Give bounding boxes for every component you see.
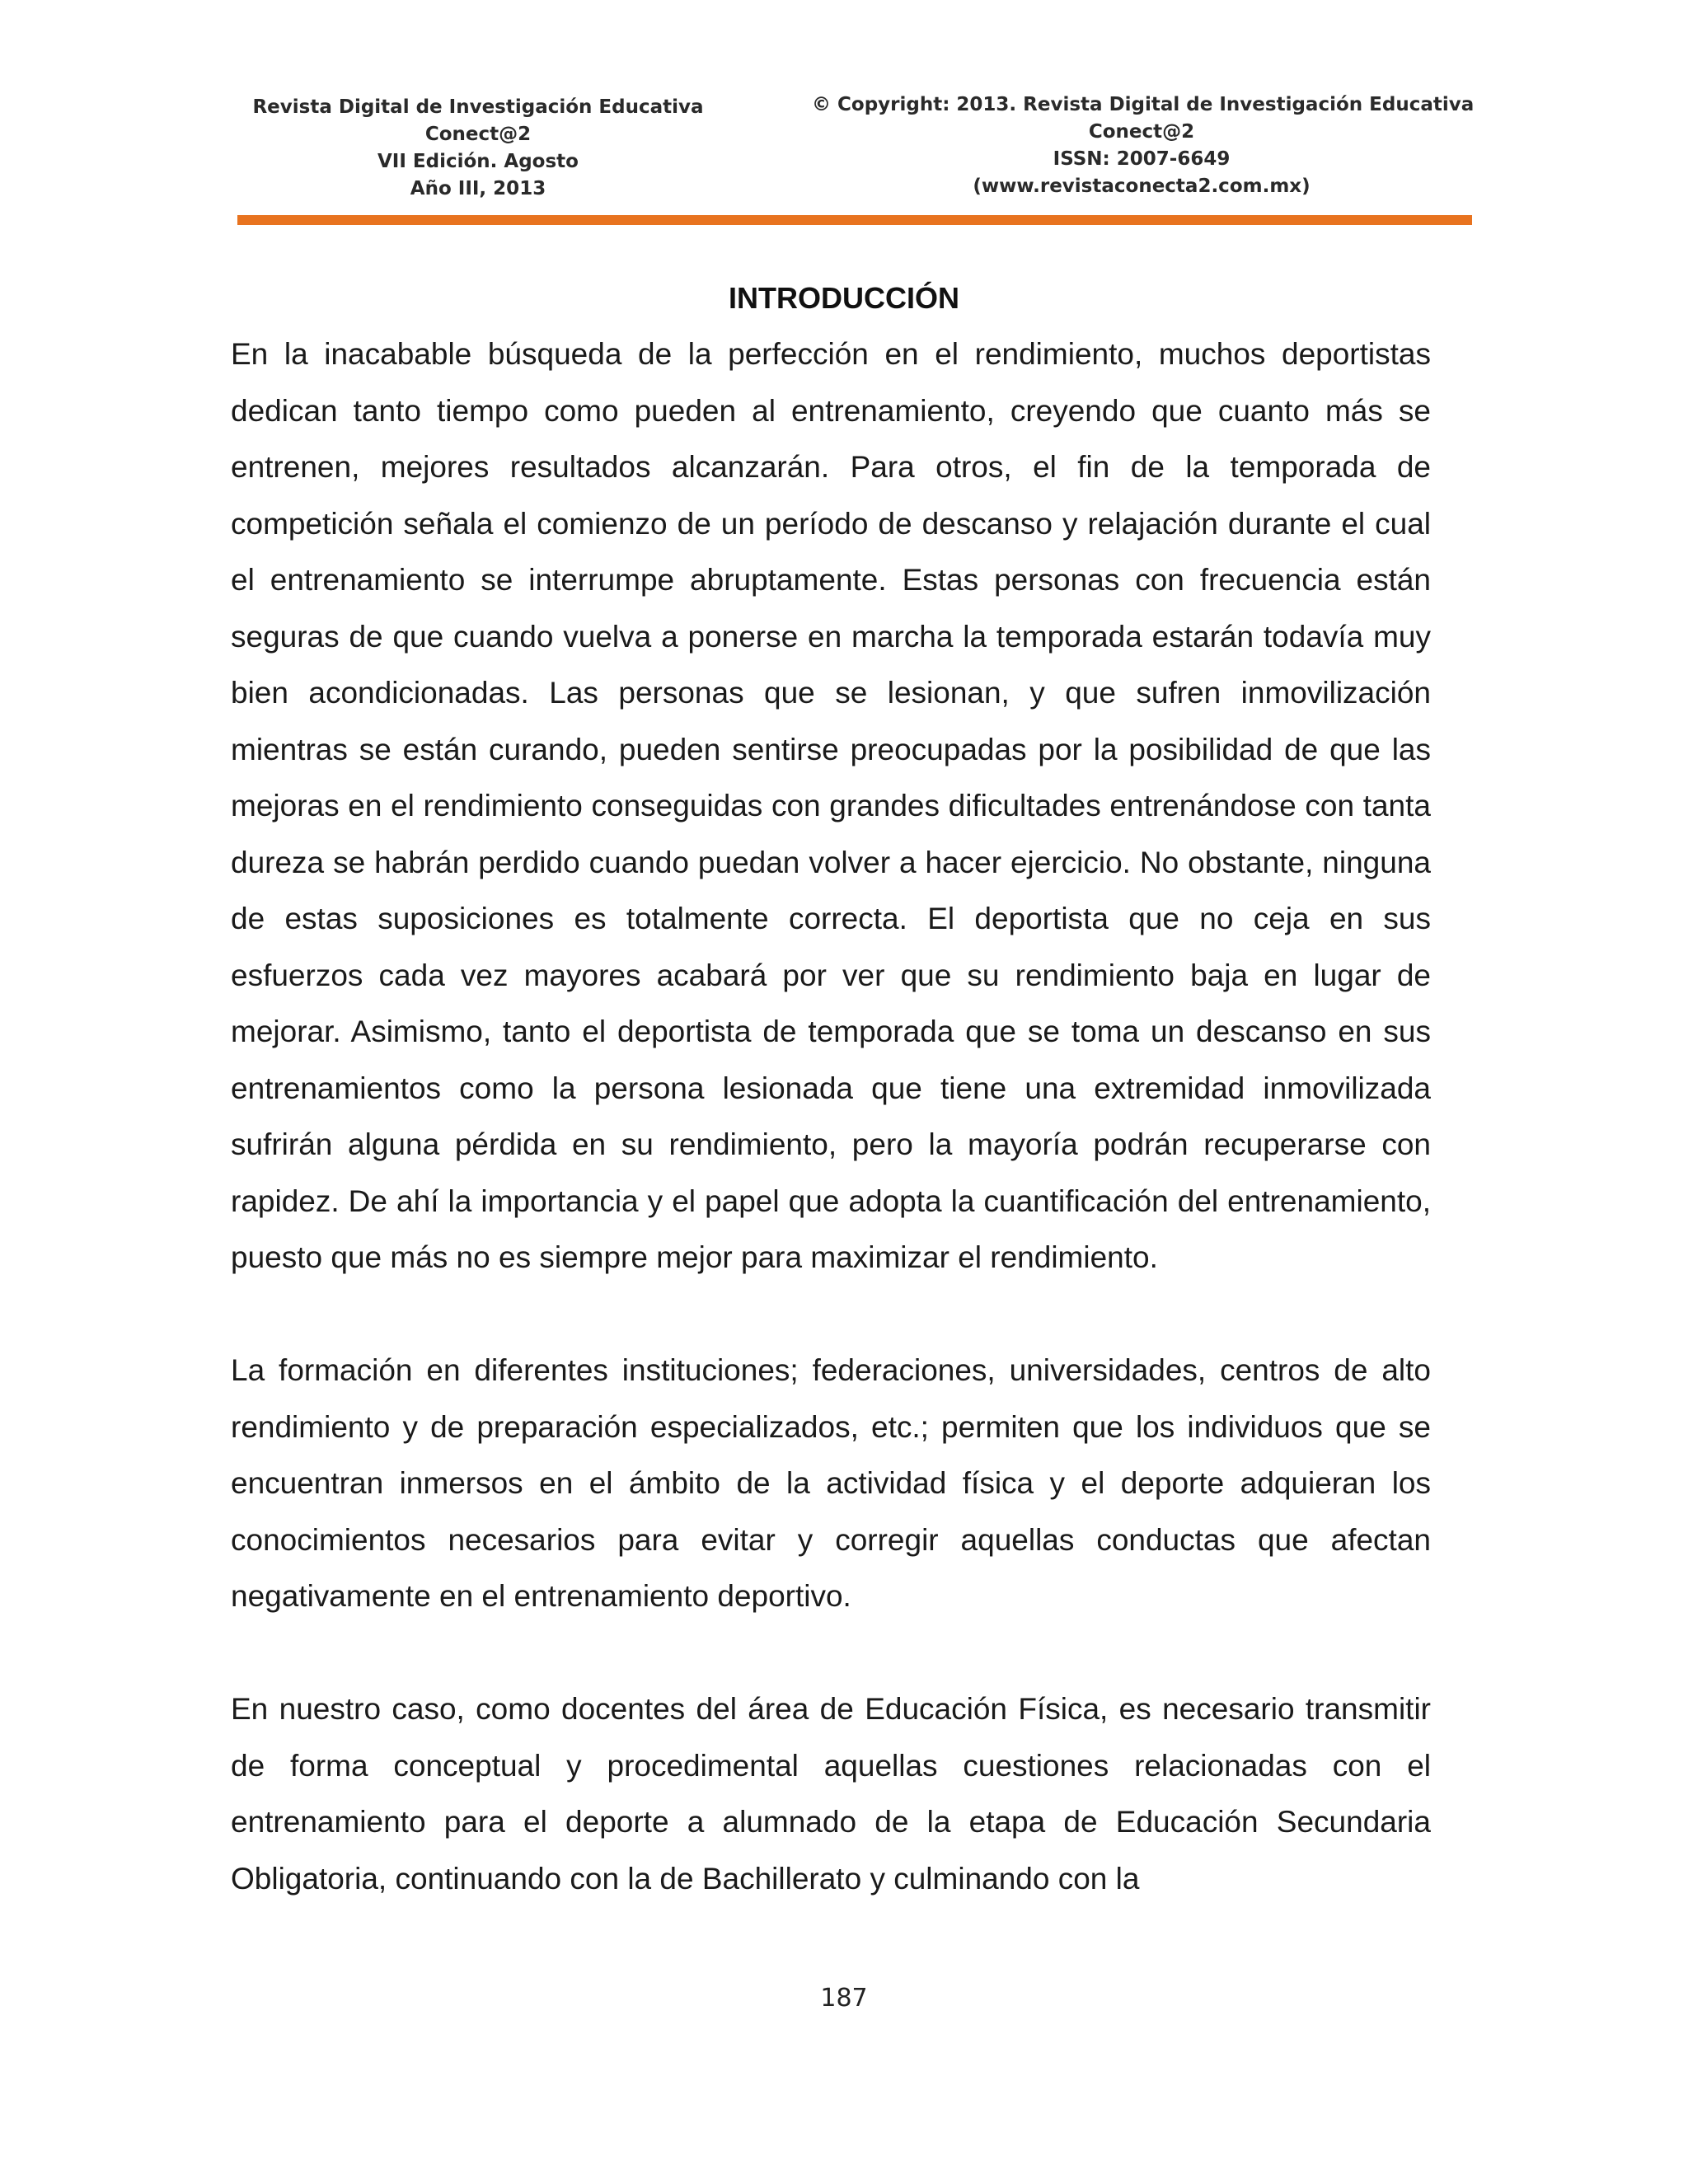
journal-short-name: Conect@2 bbox=[424, 124, 532, 145]
section-title: INTRODUCCIÓN bbox=[729, 281, 959, 315]
issn-label: ISSN: 2007-6649 bbox=[1053, 148, 1231, 170]
journal-header-left bbox=[239, 94, 717, 203]
document-body bbox=[231, 326, 1431, 1907]
journal-short-name-right: Conect@2 bbox=[1088, 121, 1195, 143]
journal-name: Revista Digital de Investigación Educativa bbox=[252, 96, 704, 118]
copyright-line: © Copyright: 2013. Revista Digital de Investigación Educativa bbox=[812, 94, 1475, 115]
page-number: 187 bbox=[820, 1984, 868, 2013]
year-label: Año III, 2013 bbox=[410, 178, 546, 199]
website-label: (www.revistaconecta2.com.mx) bbox=[973, 176, 1311, 197]
paragraph-1: En la inacabable búsqueda de la perfección en el rendimiento, muchos deportistas dedican tanto tiempo como pueden al entrenamiento, creyendo que cuanto más se entrenen, mejores resultados alcanzarán. Para otros, el fin de la temporada de competición señala el comienzo de un período de descanso y relajación durante el cual el entrenamiento se interrumpe abruptamente. Estas personas con frecuencia están seguras de que cuando vuelva a ponerse en marcha la temporada estarán todavía muy bien acondicionadas. Las personas que se lesionan, y que sufren inmovilización mientras se están curando, pueden sentirse preocupadas por la posibilidad de que las mejoras en el rendimiento conseguidas con grandes dificultades entrenándose con tanta dureza se habrán perdido cuando puedan volver a hacer ejercicio. No obstante, ninguna de estas suposiciones es totalmente correcta. El deportista que no ceja en sus esfuerzos cada vez mayores acabará por ver que su rendimiento baja en lugar de mejorar. Asimismo, tanto el deportista de temporada que se toma un descanso en sus entrenamientos como la persona lesionada que tiene una extremidad inmovilizada sufrirán alguna pérdida en su rendimiento, pero la mayoría podrán recuperarse con rapidez. De ahí la importancia y el papel que adopta la cuantificación del entrenamiento, puesto que más no es siempre mejor para maximizar el rendimiento. bbox=[231, 337, 1431, 1274]
journal-header-right bbox=[812, 91, 1475, 200]
edition-label: VII Edición. Agosto bbox=[377, 151, 579, 172]
paragraph-3: En nuestro caso, como docentes del área de Educación Física, es necesario transmitir de forma conceptual y procedimental aquellas cuestiones relacionadas con el entrenamiento para el deporte a alumnado de la etapa de Educación Secundaria Obligatoria, continuando con la de Bachillerato y culminando con la bbox=[231, 1692, 1431, 1896]
header-divider bbox=[237, 215, 1472, 225]
paragraph-2: La formación en diferentes instituciones; federaciones, universidades, centros de alto rendimiento y de preparación especializados, etc.; permiten que los individuos que se encuentran inmersos en el ámbito de la actividad física y el deporte adquieran los conocimientos necesarios para evitar y corregir aquellas conductas que afectan negativamente en el entrenamiento deportivo. bbox=[231, 1353, 1431, 1613]
